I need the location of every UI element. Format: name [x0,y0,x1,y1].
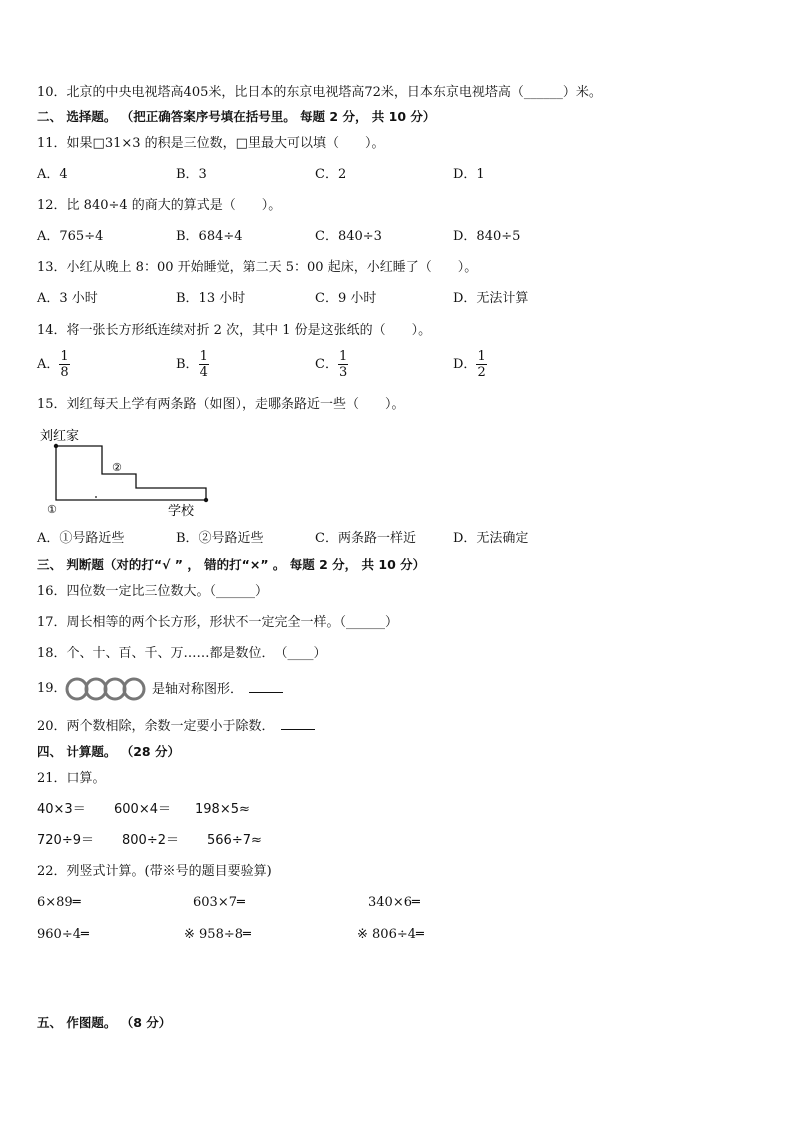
section-4-heading: 四、 计算题。 （28 分） [37,744,180,759]
q13-option-c: C．9 小时 [315,291,377,306]
fraction: $\frac{1}{4}$ [199,349,208,380]
question-18: 18．个、十、百、千、万……都是数位． （____） [37,646,327,661]
fraction: $\frac{1}{8}$ [60,349,69,380]
q13-option-d: D．无法计算 [453,291,529,306]
q22-item-3: 340×6═ [368,895,420,910]
question-19-text: 是轴对称图形． [152,680,283,699]
option-label: B． [176,357,199,372]
question-17: 17．周长相等的两个长方形，形状不一定完全一样。（______） [37,615,399,630]
q14-option-d [453,349,487,380]
q22-item-5: ※ 958÷8═ [184,927,251,942]
q21-item-1: 40×3＝ [37,802,86,817]
school-point [204,498,208,502]
q22-item-4: 960÷4═ [37,927,89,942]
question-11: 11．如果□31×3 的积是三位数，□里最大可以填（ ）。 [37,136,385,151]
q15-option-c: C．两条路一样近 [315,531,416,546]
q21-item-3: 198×5≈ [195,802,250,817]
q11-option-b: B．3 [176,167,207,182]
question-16: 16．四位数一定比三位数大。（______） [37,584,269,599]
school-label: 学校 [168,504,195,519]
q11-option-a: A．4 [37,167,68,182]
answer-blank[interactable] [281,717,315,730]
q21-item-6: 566÷7≈ [207,833,262,848]
q22-item-2: 603×7═ [193,895,245,910]
q14-option-b [176,349,209,380]
fraction: $\frac{1}{2}$ [477,349,486,380]
q11-option-c: C．2 [315,167,347,182]
q21-item-5: 800÷2＝ [122,833,179,848]
q12-option-a: A．765÷4 [37,229,104,244]
q21-item-2: 600×4＝ [114,802,171,817]
question-13: 13．小红从晚上 8：00 开始睡觉，第二天 5：00 起床，小红睡了（ ）。 [37,260,478,275]
q12-option-d: D．840÷5 [453,229,521,244]
q22-item-1: 6×89═ [37,895,81,910]
home-label: 刘红家 [40,429,80,444]
question-12: 12．比 840÷4 的商大的算式是（ ）。 [37,198,282,213]
q15-option-a: A．①号路近些 [37,531,125,546]
route-1 [56,446,206,500]
option-label: D． [453,357,477,372]
option-label: A． [37,357,60,372]
route-diagram [36,422,236,522]
dot-mark [95,496,97,498]
q13-option-a: A．3 小时 [37,291,98,306]
section-5-heading: 五、 作图题。 （8 分） [37,1015,172,1030]
q14-option-a [37,349,70,380]
question-15: 15．刘红每天上学有两条路（如图），走哪条路近一些（ ）。 [37,397,405,412]
question-19 [37,680,67,698]
section-2-heading: 二、 选择题。 （把正确答案序号填在括号里。 每题 2 分， 共 10 分） [37,109,436,124]
option-label: C． [315,357,338,372]
route-2-label: ② [112,461,122,474]
q12-option-c: C．840÷3 [315,229,382,244]
fraction: $\frac{1}{3}$ [338,349,348,380]
q21-item-4: 720÷9＝ [37,833,94,848]
q15-option-d: D．无法确定 [453,531,529,546]
four-rings-icon [64,676,150,702]
q13-option-b: B．13 小时 [176,291,246,306]
answer-blank[interactable] [249,680,283,693]
q12-option-b: B．684÷4 [176,229,243,244]
q22-item-6: ※ 806÷4═ [357,927,424,942]
route-2 [56,446,206,500]
question-10: 10．北京的中央电视塔高405米，比日本的东京电视塔高72米，日本东京电视塔高（______）米。 [37,85,602,100]
section-3-heading: 三、 判断题（对的打“√ ” ， 错的打“×” 。 每题 2 分， 共 10 分） [37,557,426,572]
q15-option-b: B．②号路近些 [176,531,264,546]
q14-option-c [315,349,348,380]
route-1-label: ① [47,503,57,516]
question-22: 22．列竖式计算。(带※号的题目要验算) [37,864,272,879]
question-14: 14．将一张长方形纸连续对折 2 次，其中 1 份是这张纸的（ ）。 [37,323,432,338]
q11-option-d: D．1 [453,167,485,182]
question-19-number: 19． [37,681,67,696]
question-20: 20．两个数相除，余数一定要小于除数． [37,717,315,736]
question-21: 21．口算。 [37,771,106,786]
